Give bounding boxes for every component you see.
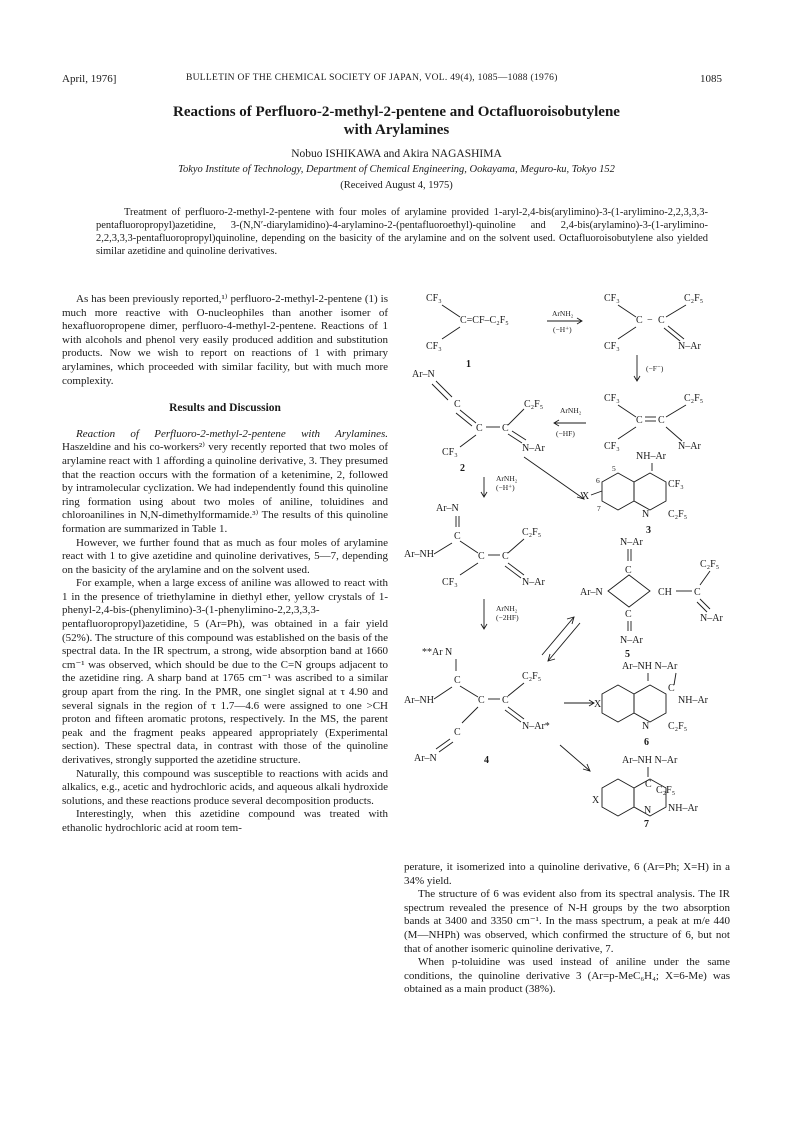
svg-text:N–Ar: N–Ar [678, 341, 701, 352]
arrow-to-3 [524, 457, 584, 499]
svg-text:2: 2 [460, 463, 465, 474]
svg-text:CF₃: CF₃ [604, 293, 620, 304]
svg-text:C: C [454, 675, 461, 686]
paragraph-susceptible: Naturally, this compound was susceptible to reactions with acids and alkalics, e.g., acetic and hydrochloric acids, and aqueous alkali hydroxide solutions, and these reactions produce several decomposition products. [62, 767, 388, 807]
svg-text:CF₃: CF₃ [604, 341, 620, 352]
svg-text:C: C [625, 609, 632, 620]
svg-text:C: C [476, 423, 483, 434]
affiliation: Tokyo Institute of Technology, Department of Chemical Engineering, Ookayama, Meguro-ku, Tokyo 152 [178, 164, 615, 175]
svg-text:N–Ar: N–Ar [678, 441, 701, 452]
svg-text:Ar–NH N–Ar: Ar–NH N–Ar [622, 661, 678, 672]
svg-text:N–Ar: N–Ar [620, 537, 643, 548]
article-title-line-2: with Arylamines [343, 122, 450, 138]
equilibrium-arrows [542, 617, 580, 661]
svg-text:Ar–NH N–Ar: Ar–NH N–Ar [622, 755, 678, 766]
svg-text:C: C [502, 551, 509, 562]
svg-text:C₂F₅: C₂F₅ [524, 399, 544, 410]
article-title-line-1: Reactions of Perfluoro-2-methyl-2-pentene and Octafluoroisobutylene [173, 104, 620, 120]
section-heading: Results and Discussion [169, 402, 281, 415]
compound-5 [580, 537, 723, 660]
svg-text:5: 5 [625, 649, 630, 660]
compound-4 [404, 647, 550, 766]
svg-text:N: N [642, 509, 650, 520]
svg-text:CF₃: CF₃ [426, 293, 442, 304]
svg-text:N–Ar: N–Ar [700, 613, 723, 624]
svg-text:C: C [694, 587, 701, 598]
svg-text:(−HF): (−HF) [556, 429, 575, 438]
authors: Nobuo ISHIKAWA and Akira NAGASHIMA [291, 148, 502, 160]
svg-text:(−H⁺): (−H⁺) [553, 325, 572, 334]
left-column [62, 293, 388, 836]
compound-6 [594, 661, 709, 748]
svg-text:ArNH₂: ArNH₂ [496, 474, 518, 483]
svg-text:C: C [478, 695, 485, 706]
svg-text:Ar–NH: Ar–NH [404, 549, 434, 560]
svg-text:1: 1 [466, 359, 471, 370]
paragraph-interestingly: Interestingly, when this azetidine compound was treated with ethanolic hydrochloric acid at room tem- [62, 808, 388, 834]
svg-text:C: C [645, 779, 652, 790]
svg-text:C: C [478, 551, 485, 562]
svg-text:ArNH₂: ArNH₂ [552, 309, 574, 318]
svg-text:(−H⁺): (−H⁺) [496, 483, 515, 492]
svg-text:Ar–N: Ar–N [414, 753, 437, 764]
svg-text:C₂F₅: C₂F₅ [656, 785, 676, 796]
svg-text:N–Ar*: N–Ar* [522, 721, 550, 732]
svg-text:CF₃: CF₃ [442, 447, 458, 458]
svg-text:C₂F₅: C₂F₅ [684, 393, 704, 404]
compound-1 [426, 293, 509, 370]
svg-text:X: X [594, 699, 602, 710]
run-in-heading: Reaction of Perfluoro-2-methyl-2-pentene with Arylamines. [76, 427, 388, 440]
reaction-scheme [404, 283, 734, 828]
svg-text:C: C [502, 695, 509, 706]
arrow-to-7 [560, 745, 590, 771]
arrow-arnh2-1 [547, 309, 582, 334]
paragraph-example: For example, when a large excess of aniline was allowed to react with 1 in the presence of triethylamine in diethyl ether, yellow crystals of 1-phenyl-2,4-bis-(phenylimino)-3-(1-phenylimino-2,2,3,3,3-pentafluoropropyl)azetidine, 5 (Ar=Ph), was obtained in a fair yield (52%). The structure of this compound was established on the basis of the spectral data. In the IR spectrum, a strong, wide absorption band at 1660 cm⁻¹ was observed, which should be due to the C=N groups adjacent to the azetidine ring. A sharp band at 1765 cm⁻¹ was ascribed to a similar group apart from the ring. In the PMR, one singlet signal at τ 4.90 and several signals in the region of τ 1.7—4.6 were assigned to one >CH proton and fifteen aromatic protons, respectively. In the MS, the parent peak and the fragment peaks appeared appropriately (Experimental section). These spectral data, in contrast with those of the quinoline derivatives, strongly supported the azetidine structure. [62, 577, 388, 766]
svg-text:**Ar N: **Ar N [422, 647, 453, 658]
svg-text:N–Ar: N–Ar [522, 577, 545, 588]
svg-text:CH: CH [658, 587, 672, 598]
running-header-journal: BULLETIN OF THE CHEMICAL SOCIETY OF JAPAN, VOL. 49(4), 1085—1088 (1976) [186, 73, 558, 83]
svg-text:Ar–N: Ar–N [412, 369, 435, 380]
svg-text:C₂F₅: C₂F₅ [522, 671, 542, 682]
svg-text:(−F⁻): (−F⁻) [646, 364, 664, 373]
svg-text:C₂F₅: C₂F₅ [668, 721, 688, 732]
compound-7 [592, 755, 699, 828]
running-header-date: April, 1976] [62, 73, 117, 85]
svg-text:C: C [454, 399, 461, 410]
svg-text:C: C [636, 315, 643, 326]
arrow-minus-f [634, 355, 664, 381]
paragraph-reaction-text: Haszeldine and his co-workers²⁾ very recently reported that two moles of arylamine react with 1 affording a quinoline derivative, 3. They presumed that the reaction occurs with the formation of a ketenimine, 2, followed by intramolecular cyclization. We had independently found this quinoline ring formation using about two moles of aniline, toluidines and chloroanilines in N,N-dimethylformamide.³⁾ The results of this quinoline formation are summarized in Table 1. [62, 441, 388, 535]
svg-text:NH–Ar: NH–Ar [636, 451, 666, 462]
svg-text:C₂F₅: C₂F₅ [700, 559, 720, 570]
arrow-to-6 [564, 700, 594, 706]
svg-text:N: N [642, 721, 650, 732]
svg-text:C: C [625, 565, 632, 576]
svg-text:3: 3 [646, 525, 651, 536]
svg-text:ArNH₂: ArNH₂ [560, 406, 582, 415]
svg-text:C=CF–C₂F₅: C=CF–C₂F₅ [460, 315, 509, 326]
svg-text:NH–Ar: NH–Ar [668, 803, 698, 814]
paragraph-intro: As has been previously reported,¹⁾ perfluoro-2-methyl-2-pentene (1) is much more reactive with O-nucleophiles than another isomer of hexafluoropropene dimer, perfluoro-4-methyl-2-pentene. Reactions of 1 with alcohols and phenol very easily produced addition and substitution products. Now we wish to report on reactions of 1 with primary arylamines, which proceeded with similar facility, but with much more complexity. [62, 293, 388, 387]
intermediate-imine [604, 393, 703, 452]
paragraph-continuation: perature, it isomerized into a quinoline derivative, 6 (Ar=Ph; X=H) in a 34% yield. [404, 861, 730, 887]
svg-text:C₂F₅: C₂F₅ [522, 527, 542, 538]
arrow-arnh2-2 [554, 406, 586, 438]
svg-text:C: C [454, 531, 461, 542]
svg-text:X: X [582, 491, 590, 502]
svg-text:CF₃: CF₃ [426, 341, 442, 352]
svg-text:C: C [658, 315, 665, 326]
compound-3 [582, 451, 687, 536]
svg-text:CF₃: CF₃ [604, 441, 620, 452]
svg-text:6: 6 [596, 476, 600, 485]
svg-text:Ar–N: Ar–N [580, 587, 603, 598]
svg-text:CF₃: CF₃ [668, 479, 684, 490]
svg-text:ArNH₂: ArNH₂ [496, 604, 518, 613]
svg-text:5: 5 [612, 464, 616, 473]
page-number: 1085 [700, 73, 722, 85]
svg-text:Ar–NH: Ar–NH [404, 695, 434, 706]
paragraph-structure: The structure of 6 was evident also from its spectral analysis. The IR spectrum revealed the presence of N-H groups by the two absorption bands at 3400 and 3350 cm⁻¹. In the mass spectrum, a peak at m/e 440 (M—NHPh) was observed, which confirmed the structure of 6, but not that of another isomeric quinoline derivative, 7. [404, 888, 730, 955]
svg-text:C: C [668, 683, 675, 694]
svg-text:7: 7 [644, 819, 649, 828]
svg-text:C: C [658, 415, 665, 426]
svg-text:C: C [454, 727, 461, 738]
svg-text:N–Ar: N–Ar [522, 443, 545, 454]
svg-text:N: N [644, 805, 652, 816]
svg-text:C₂F₅: C₂F₅ [668, 509, 688, 520]
intermediate-amidine [404, 503, 545, 588]
right-column [404, 861, 730, 997]
svg-text:NH–Ar: NH–Ar [678, 695, 708, 706]
svg-text:C: C [636, 415, 643, 426]
abstract: Treatment of perfluoro-2-methyl-2-pentene with four moles of arylamine provided 1-aryl-2,4-bis(arylimino)-3-(1-arylimino-2,2,3,3,3-pentafluoropropyl)azetidine, 3-(N,N′-diarylamidino)-4-arylamino-2-(pentafluoroethyl)-quinoline and 2,4-bis(arylamino)-3-(1-arylimino-2,2,3,3,3-pentafluoropropyl)quinoline, depending on the basicity of the arylamine and on the solvent used. Octafluoroisobutylene also yielded similar azetidine and quinoline derivatives. [96, 207, 708, 257]
paragraph-toluidine: When p-toluidine was used instead of aniline under the same conditions, the quinoline derivative 3 (Ar=p-MeC₆H₄; X=6-Me) was obtained as a main product (38%). [404, 956, 730, 996]
intermediate-anion [604, 293, 703, 352]
svg-text:6: 6 [644, 737, 649, 748]
svg-text:C₂F₅: C₂F₅ [684, 293, 704, 304]
received-date: (Received August 4, 1975) [340, 180, 453, 191]
svg-text:CF₃: CF₃ [604, 393, 620, 404]
svg-text:(−2HF): (−2HF) [496, 613, 519, 622]
paragraph-reaction [62, 428, 388, 537]
svg-text:N–Ar: N–Ar [620, 635, 643, 646]
svg-text:7: 7 [597, 504, 601, 513]
arrow-minus-2hf [481, 599, 519, 629]
svg-text:−: − [647, 315, 653, 326]
paragraph-further: However, we further found that as much as four moles of arylamine react with 1 to give azetidine and quinoline derivatives, 5—7, depending on the basicity of the arylamine and on the solvent used. [62, 536, 388, 576]
svg-text:C: C [502, 423, 509, 434]
svg-text:CF₃: CF₃ [442, 577, 458, 588]
svg-text:X: X [592, 795, 600, 806]
svg-text:Ar–N: Ar–N [436, 503, 459, 514]
svg-text:4: 4 [484, 755, 489, 766]
arrow-down-2 [481, 474, 518, 497]
